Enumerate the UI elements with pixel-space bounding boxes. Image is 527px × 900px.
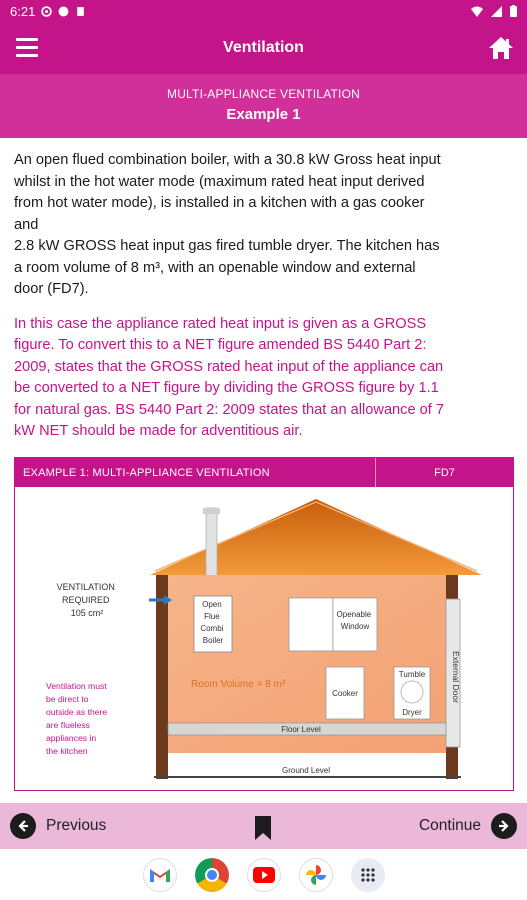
warning-line-6: the kitchen bbox=[46, 746, 88, 756]
text-line: for natural gas. BS 5440 Part 2: 2009 states that an allowance of 7 bbox=[14, 401, 444, 418]
warning-line-4: are flueless bbox=[46, 720, 90, 730]
signal-icon bbox=[491, 6, 502, 17]
status-time: 6:21 bbox=[10, 3, 36, 19]
warning-line-5: appliances in bbox=[46, 733, 97, 743]
dryer-label-1: Tumble bbox=[398, 670, 426, 679]
boiler-label-2: Flue bbox=[204, 612, 220, 621]
ventilation-label-3: 105 cm² bbox=[70, 608, 104, 618]
scenario-paragraph bbox=[14, 150, 514, 301]
text-line: whilst in the hot water mode (maximum rated heat input derived bbox=[14, 173, 425, 190]
text-line: from hot water mode), is installed in a kitchen with a gas cooker bbox=[14, 195, 425, 211]
page-title: Ventilation bbox=[223, 39, 304, 56]
ventilation-diagram bbox=[14, 457, 514, 791]
text-line: figure. To convert this to a NET figure amended BS 5440 Part 2: bbox=[14, 337, 427, 353]
diagram-title: EXAMPLE 1: MULTI-APPLIANCE VENTILATION bbox=[23, 466, 270, 479]
door-label: External Door bbox=[451, 651, 461, 703]
floor-level-label: Floor Level bbox=[281, 725, 321, 734]
text-line: and bbox=[14, 216, 39, 233]
explanation-paragraph bbox=[14, 314, 514, 443]
gmail-icon[interactable] bbox=[143, 858, 177, 892]
dryer-label-2: Dryer bbox=[402, 708, 422, 717]
section-header bbox=[0, 74, 527, 138]
menu-icon[interactable] bbox=[16, 38, 38, 58]
previous-label: Previous bbox=[46, 817, 107, 834]
house-illustration bbox=[15, 487, 513, 790]
text-line: door (FD7). bbox=[14, 281, 89, 297]
text-line: In this case the appliance rated heat input is given as a GROSS bbox=[14, 315, 427, 332]
content-area bbox=[14, 150, 514, 443]
text-line: a room volume of 8 m³, with an openable window and external bbox=[14, 259, 416, 276]
text-line: 2.8 kW GROSS heat input gas fired tumble dryer. The kitchen has bbox=[14, 238, 440, 254]
notification-icon bbox=[41, 6, 52, 17]
previous-button[interactable] bbox=[10, 813, 106, 839]
chrome-icon[interactable] bbox=[195, 858, 229, 892]
warning-line-2: be direct to bbox=[46, 694, 89, 704]
youtube-icon[interactable] bbox=[247, 858, 281, 892]
bookmark-icon[interactable] bbox=[253, 815, 273, 841]
app-dock bbox=[0, 849, 527, 900]
text-line: An open flued combination boiler, with a 30.8 kW Gross heat input bbox=[14, 152, 441, 168]
sd-card-icon bbox=[75, 6, 86, 17]
svg-text:Ventilation must be dire bbox=[46, 681, 110, 756]
text-line: be converted to a NET figure by dividing the GROSS figure by 1.1 bbox=[14, 380, 439, 396]
continue-button[interactable] bbox=[419, 813, 517, 839]
sync-icon bbox=[58, 6, 69, 17]
text-line: 2009, states that the GROSS rated heat input of the appliance can bbox=[14, 358, 444, 375]
boiler-label-1: Open bbox=[202, 600, 222, 609]
home-icon[interactable] bbox=[487, 34, 515, 62]
wifi-icon bbox=[471, 6, 483, 17]
ventilation-label-2: REQUIRED bbox=[61, 595, 110, 605]
warning-line-3: outside as there bbox=[46, 707, 108, 717]
roof bbox=[150, 499, 482, 575]
bottom-nav bbox=[0, 803, 527, 849]
window-label-2: Window bbox=[340, 622, 370, 631]
photos-icon[interactable] bbox=[299, 858, 333, 892]
arrow-left-icon bbox=[10, 813, 36, 839]
battery-icon bbox=[510, 5, 517, 17]
ground-level-label: Ground Level bbox=[281, 766, 331, 775]
boiler-label-4: Boiler bbox=[202, 636, 224, 645]
text-line: kW NET should be made for adventitious air. bbox=[14, 423, 303, 439]
diagram-header bbox=[15, 458, 513, 487]
ventilation-label-1: VENTILATION bbox=[56, 582, 115, 592]
svg-text:VENTILATION REQUIRED bbox=[57, 582, 118, 618]
app-bar bbox=[0, 22, 527, 74]
cooker-label: Cooker bbox=[332, 689, 358, 698]
section-kicker: MULTI-APPLIANCE VENTILATION bbox=[167, 87, 360, 101]
arrow-right-icon bbox=[491, 813, 517, 839]
room-volume-label: Room Volume = 8 m³ bbox=[191, 679, 286, 690]
diagram-code: FD7 bbox=[375, 458, 513, 487]
status-bar bbox=[0, 0, 527, 22]
example-title: Example 1 bbox=[226, 106, 301, 123]
boiler-label-3: Combi bbox=[200, 624, 224, 633]
app-drawer-icon[interactable] bbox=[351, 858, 385, 892]
continue-label: Continue bbox=[418, 817, 481, 834]
openable-window bbox=[289, 598, 333, 651]
warning-line-1: Ventilation must bbox=[46, 681, 107, 691]
window-label-1: Openable bbox=[336, 610, 372, 619]
